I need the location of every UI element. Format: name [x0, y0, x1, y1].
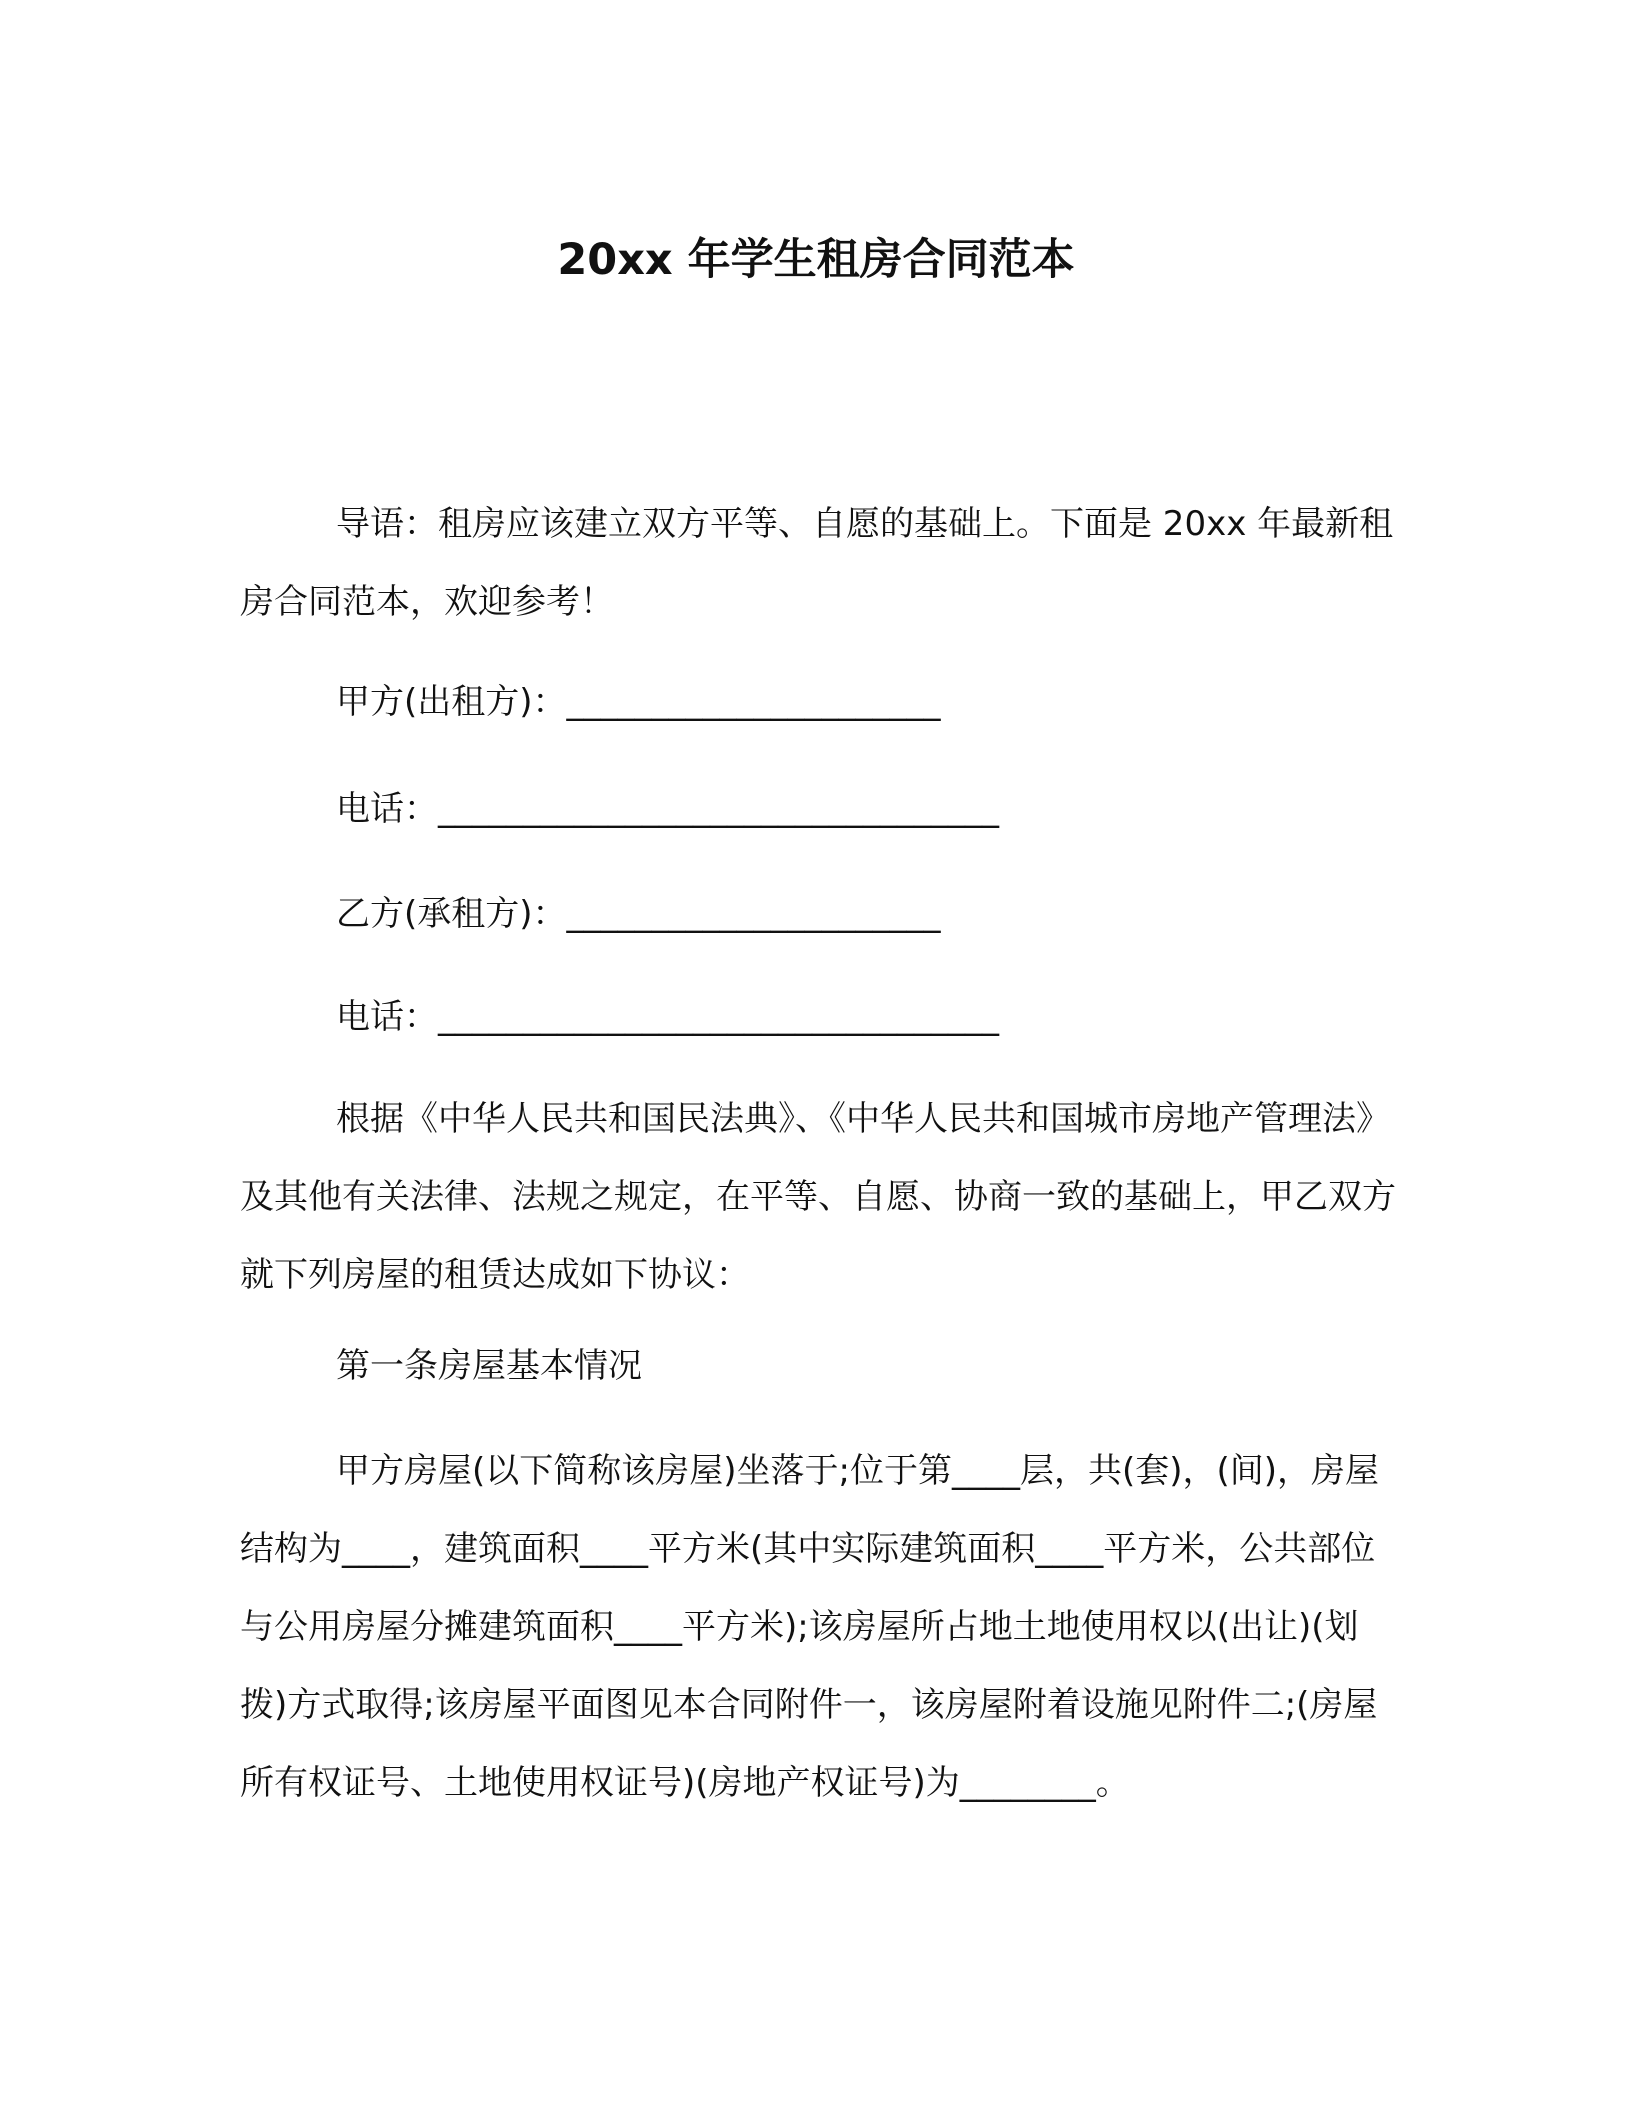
- intro-paragraph: 导语：租房应该建立双方平等、自愿的基础上。下面是 20xx 年最新租房合同范本，欢迎参考！: [240, 504, 1394, 622]
- article1-body-block: [240, 1432, 1400, 1822]
- party-a-phone-line: 电话：_________________________________: [336, 789, 999, 829]
- party-a-line: 甲方(出租方)：______________________: [336, 682, 941, 722]
- article1-heading: 第一条房屋基本情况: [336, 1346, 642, 1386]
- party-b-phone-field: [240, 978, 1400, 1056]
- party-a-phone-field: [240, 770, 1400, 848]
- intro-block: [240, 485, 1400, 641]
- basis-paragraph: 根据《中华人民共和国民法典》、《中华人民共和国城市房地产管理法》及其他有关法律、法规之规定，在平等、自愿、协商一致的基础上，甲乙双方就下列房屋的租赁达成如下协议：: [240, 1099, 1396, 1295]
- article1-body: 甲方房屋(以下简称该房屋)坐落于;位于第____层，共(套)，(间)，房屋结构为____，建筑面积____平方米(其中实际建筑面积____平方米，公共部位与公用房屋分摊建筑面积____平方米);该房屋所占地土地使用权以(出让)(划拨)方式取得;该房屋平面图见本合同附件一，该房屋附着设施见附件二;(房屋所有权证号、土地使用权证号)(房地产权证号)为________。: [240, 1451, 1380, 1803]
- document-title: 20xx 年学生租房合同范本: [557, 235, 1075, 285]
- party-b-line: 乙方(承租方)：______________________: [336, 894, 941, 934]
- party-a-field: [240, 663, 1400, 741]
- article1-heading-block: [240, 1327, 1400, 1405]
- basis-block: [240, 1080, 1400, 1314]
- party-b-phone-line: 电话：_________________________________: [336, 997, 999, 1037]
- party-b-field: [240, 875, 1400, 953]
